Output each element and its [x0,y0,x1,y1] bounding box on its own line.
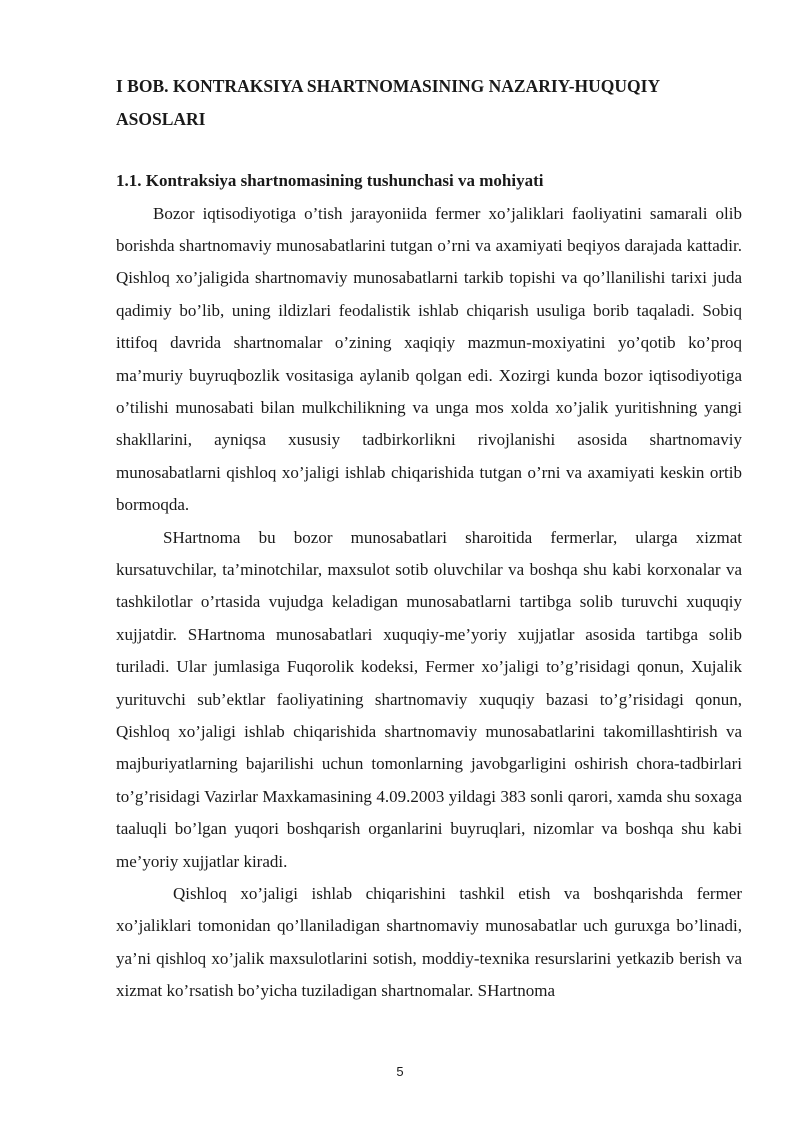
chapter-title: I BOB. KONTRAKSIYA SHARTNOMASINING NAZARIY-HUQUQIY ASOSLARI [116,76,660,129]
page-number: 5 [396,1064,404,1079]
body-paragraph: Bozor iqtisodiyotiga o’tish jarayoniida fermer xo’jaliklari faoliyatini samarali olib borishda shartnomaviy munosabatlarini tutgan o’rni va axamiyati beqiyos darajada kattadir. Qishloq xo’jaligida shartnomaviy munosabatlarni tarkib topishi va qo’llanilishi tarixi juda qadimiy bo’lib, uning ildizlari feodalistik ishlab chiqarish usuliga borib taqaladi. Sobiq ittifoq davrida shartnomalar o’zining xaqiqiy mazmun-moxiyatini yo’qotib ko’proq ma’muriy buyruqbozlik vositasiga aylanib qolgan edi. Xozirgi kunda bozor iqtisodiyotiga o’tilishi munosabati bilan mulkchilikning va unga mos xolda xo’jalik yuritishning yangi shakllarini, ayniqsa xususiy tadbirkorlikni rivojlanishi asosida shartnomaviy munosabatlarni qishloq xo’jaligi ishlab chiqarishida tutgan o’rni va axamiyati keskin ortib bormoqda. [116,203,742,515]
section-title: 1.1. Kontraksiya shartnomasining tushunchasi va mohiyati [116,171,544,190]
document-page [116,70,742,1008]
body-paragraph: SHartnoma bu bozor munosabatlari sharoitida fermerlar, ularga xizmat kursatuvchilar, ta’minotchilar, maxsulot sotib oluvchilar va boshqa shu kabi korxonalar va tashkilotlar o’rtasida vujudga keladigan munosabatlarni tartibga solib turuvchi xuquqiy xujjatdir. SHartnoma munosabatlari xuquqiy-me’yoriy xujjatlar asosida tartibga solib turiladi. Ular jumlasiga Fuqorolik kodeksi, Fermer xo’jaligi to’g’risidagi qonun, Xujalik yurituvchi sub’ektlar faoliyatining shartnomaviy xuquqiy bazasi to’g’risidagi qonun, Qishloq xo’jaligi ishlab chiqarishida shartnomaviy munosabatlarini takomillashtirish va majburiyatlarning bajarilishi uchun tomonlarning javobgarligini oshirish chora-tadbirlari to’g’risidagi Vazirlar Maxkamasining 4.09.2003 yildagi 383 sonli qarori, xamda shu soxaga taaluqli bo’lgan yuqori boshqarish organlarini buyruqlari, nizomlar va boshqa shu kabi me’yoriy xujjatlar kiradi. [116,527,742,871]
body-paragraph: Qishloq xo’jaligi ishlab chiqarishini tashkil etish va boshqarishda fermer xo’jaliklari tomonidan qo’llaniladigan shartnomaviy munosabatlar uch guruxga bo’linadi, ya’ni qishloq xo’jalik maxsulotlarini sotish, moddiy-texnika resurslarini yetkazib berish va xizmat ko’rsatish bo’yicha tuziladigan shartnomalar. SHartnoma [116,884,742,1001]
